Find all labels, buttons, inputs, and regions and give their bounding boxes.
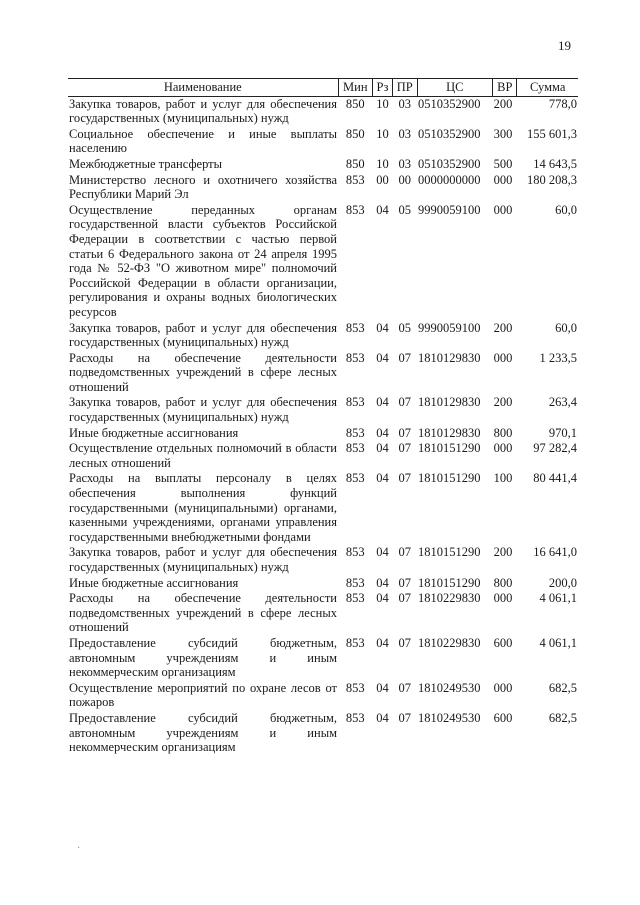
cell-cs: 0510352900 <box>418 126 481 141</box>
cell-rz: 04 <box>376 591 389 606</box>
cell-pr: 07 <box>398 591 411 606</box>
cell-name: Расходы на обеспечение деятельности подведомственных учреждений в сфере лесных отношений <box>69 591 337 635</box>
cell-name: Социальное обеспечение и иные выплаты населению <box>69 126 337 156</box>
cell-cs: 1810151290 <box>418 545 481 560</box>
cell-vr: 000 <box>493 172 513 187</box>
table-row <box>68 321 578 351</box>
cell-pr: 00 <box>398 172 411 187</box>
cell-min: 853 <box>345 350 365 365</box>
cell-name: Иные бюджетные ассигнования <box>69 575 239 590</box>
cell-vr: 000 <box>493 441 513 456</box>
cell-min: 853 <box>345 471 365 486</box>
cell-vr: 200 <box>493 320 513 335</box>
cell-min: 850 <box>345 126 365 141</box>
header-vr: ВР <box>493 79 517 97</box>
cell-sum: 1 233,5 <box>539 350 577 365</box>
cell-pr: 03 <box>398 96 411 111</box>
header-min: Мин <box>338 79 373 97</box>
cell-rz: 10 <box>376 156 389 171</box>
table-row <box>68 545 578 575</box>
cell-min: 853 <box>345 545 365 560</box>
cell-pr: 07 <box>398 545 411 560</box>
cell-name: Иные бюджетные ассигнования <box>69 425 239 440</box>
cell-name: Осуществление мероприятий по охране лесов от пожаров <box>69 680 337 710</box>
cell-vr: 500 <box>493 156 513 171</box>
table-row <box>68 203 578 321</box>
cell-min: 853 <box>345 320 365 335</box>
cell-cs: 1810229830 <box>418 635 481 650</box>
cell-vr: 000 <box>493 202 513 217</box>
cell-pr: 07 <box>398 635 411 650</box>
table-row <box>68 96 578 127</box>
cell-cs: 1810249530 <box>418 710 481 725</box>
cell-rz: 04 <box>376 635 389 650</box>
cell-cs: 1810229830 <box>418 591 481 606</box>
table-row <box>68 351 578 396</box>
budget-table <box>68 78 578 756</box>
cell-vr: 800 <box>493 425 513 440</box>
cell-rz: 04 <box>376 425 389 440</box>
cell-rz: 04 <box>376 710 389 725</box>
cell-vr: 100 <box>493 471 513 486</box>
table-row <box>68 441 578 471</box>
table-row <box>68 636 578 681</box>
cell-sum: 4 061,1 <box>539 635 577 650</box>
table-row <box>68 127 578 157</box>
table-row <box>68 395 578 425</box>
cell-cs: 1810129830 <box>418 350 481 365</box>
cell-pr: 03 <box>398 156 411 171</box>
cell-vr: 200 <box>493 395 513 410</box>
cell-min: 853 <box>345 441 365 456</box>
cell-sum: 155 601,3 <box>527 126 577 141</box>
cell-pr: 03 <box>398 126 411 141</box>
cell-name: Закупка товаров, работ и услуг для обеспечения государственных (муниципальных) нужд <box>69 395 337 425</box>
cell-sum: 80 441,4 <box>533 471 577 486</box>
cell-rz: 04 <box>376 320 389 335</box>
cell-sum: 14 643,5 <box>533 156 577 171</box>
cell-min: 853 <box>345 710 365 725</box>
cell-vr: 300 <box>493 126 513 141</box>
cell-vr: 000 <box>493 350 513 365</box>
cell-name: Осуществление переданных органам государственной власти субъектов Российской Федерации в соответствии с частью первой статьи 6 Федерального закона от 24 апреля 1995 года № 52-ФЗ "О животном мире" полномочий Российской Федерации в области организации, регулирования и охраны водных биологических ресурсов <box>69 202 337 319</box>
cell-cs: 1810151290 <box>418 441 481 456</box>
table-row <box>68 576 578 592</box>
cell-min: 850 <box>345 96 365 111</box>
cell-rz: 04 <box>376 202 389 217</box>
cell-cs: 1810129830 <box>418 425 481 440</box>
cell-vr: 600 <box>493 635 513 650</box>
cell-sum: 263,4 <box>548 395 577 410</box>
table-row <box>68 157 578 173</box>
cell-cs: 9990059100 <box>418 202 481 217</box>
cell-sum: 682,5 <box>548 680 577 695</box>
cell-name: Расходы на выплаты персоналу в целях обеспечения выполнения функций государственными (муниципальными) органами, казенными учреждениями, органами управления государственными внебюджетными фондами <box>69 471 337 544</box>
cell-sum: 180 208,3 <box>527 172 577 187</box>
cell-vr: 200 <box>493 96 513 111</box>
cell-vr: 000 <box>493 591 513 606</box>
cell-name: Осуществление отдельных полномочий в области лесных отношений <box>69 441 337 470</box>
header-pr: ПР <box>392 79 417 97</box>
cell-min: 853 <box>345 425 365 440</box>
cell-cs: 1810249530 <box>418 680 481 695</box>
cell-cs: 9990059100 <box>418 320 481 335</box>
cell-rz: 10 <box>376 96 389 111</box>
header-sum: Сумма <box>517 79 578 97</box>
cell-rz: 10 <box>376 126 389 141</box>
cell-sum: 682,5 <box>548 710 577 725</box>
page-number: 19 <box>558 38 571 53</box>
cell-vr: 200 <box>493 545 513 560</box>
header-row <box>68 79 578 97</box>
header-cs: ЦС <box>417 79 493 97</box>
cell-sum: 778,0 <box>548 96 577 111</box>
cell-rz: 04 <box>376 471 389 486</box>
cell-rz: 04 <box>376 441 389 456</box>
cell-sum: 970,1 <box>548 425 577 440</box>
cell-min: 853 <box>345 575 365 590</box>
cell-vr: 600 <box>493 710 513 725</box>
cell-min: 853 <box>345 172 365 187</box>
cell-name: Межбюджетные трансферты <box>69 156 223 171</box>
cell-name: Закупка товаров, работ и услуг для обеспечения государственных (муниципальных) нужд <box>69 545 337 574</box>
table-row <box>68 173 578 203</box>
cell-vr: 800 <box>493 575 513 590</box>
cell-sum: 4 061,1 <box>539 591 577 606</box>
cell-min: 853 <box>345 680 365 695</box>
scan-mark: · <box>77 843 81 854</box>
cell-min: 853 <box>345 395 365 410</box>
cell-pr: 07 <box>398 710 411 725</box>
cell-pr: 07 <box>398 425 411 440</box>
cell-cs: 1810129830 <box>418 395 481 410</box>
cell-rz: 04 <box>376 680 389 695</box>
cell-rz: 04 <box>376 575 389 590</box>
table-row <box>68 471 578 545</box>
cell-cs: 1810151290 <box>418 471 481 486</box>
cell-min: 853 <box>345 635 365 650</box>
cell-name: Закупка товаров, работ и услуг для обеспечения государственных (муниципальных) нужд <box>69 96 337 126</box>
cell-cs: 0510352900 <box>418 96 481 111</box>
cell-min: 853 <box>345 591 365 606</box>
header-rz: Рз <box>373 79 393 97</box>
cell-min: 850 <box>345 156 365 171</box>
cell-sum: 97 282,4 <box>533 441 577 456</box>
table-body <box>68 96 578 756</box>
cell-sum: 200,0 <box>548 575 577 590</box>
table-row <box>68 591 578 636</box>
cell-name: Предоставление субсидий бюджетным, автономным учреждениям и иным некоммерческим организациям <box>69 710 337 755</box>
cell-vr: 000 <box>493 680 513 695</box>
cell-min: 853 <box>345 202 365 217</box>
table-row <box>68 711 578 756</box>
cell-cs: 0510352900 <box>418 156 481 171</box>
cell-rz: 00 <box>376 172 389 187</box>
cell-pr: 07 <box>398 441 411 456</box>
cell-name: Министерство лесного и охотничего хозяйства Республики Марий Эл <box>69 172 337 202</box>
table-row <box>68 681 578 711</box>
cell-pr: 07 <box>398 395 411 410</box>
cell-name: Предоставление субсидий бюджетным, автономным учреждениям и иным некоммерческим организациям <box>69 635 337 680</box>
table-row <box>68 426 578 442</box>
cell-pr: 05 <box>398 320 411 335</box>
cell-sum: 60,0 <box>555 320 577 335</box>
header-name: Наименование <box>68 79 338 97</box>
cell-rz: 04 <box>376 350 389 365</box>
cell-sum: 60,0 <box>555 202 577 217</box>
cell-name: Расходы на обеспечение деятельности подведомственных учреждений в сфере лесных отношений <box>69 350 337 394</box>
cell-pr: 07 <box>398 350 411 365</box>
cell-sum: 16 641,0 <box>533 545 577 560</box>
cell-pr: 05 <box>398 202 411 217</box>
cell-pr: 07 <box>398 575 411 590</box>
table-header <box>68 79 578 97</box>
cell-cs: 1810151290 <box>418 575 481 590</box>
cell-name: Закупка товаров, работ и услуг для обеспечения государственных (муниципальных) нужд <box>69 320 337 350</box>
cell-cs: 0000000000 <box>418 172 481 187</box>
cell-rz: 04 <box>376 545 389 560</box>
cell-pr: 07 <box>398 680 411 695</box>
cell-pr: 07 <box>398 471 411 486</box>
cell-rz: 04 <box>376 395 389 410</box>
